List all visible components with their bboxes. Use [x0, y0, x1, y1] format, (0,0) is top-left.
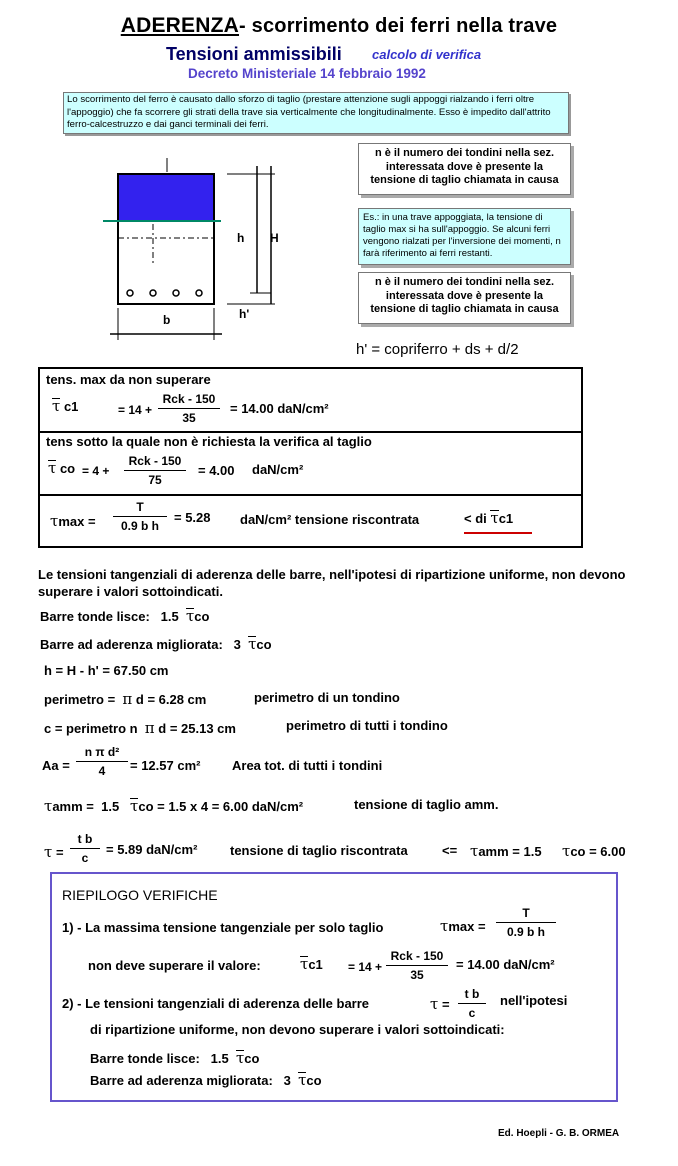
tau-amm: τamm = 1.5 [470, 842, 542, 860]
aa-result: = 12.57 cm² [130, 758, 201, 773]
recap-item2-eq: τ = [430, 995, 450, 1013]
h-calc: h = H - h' = 67.50 cm [44, 663, 169, 678]
aa-fraction: n π d² 4 [76, 745, 128, 778]
recap-item1-fraction: T 0.9 b h [496, 906, 556, 939]
hprime-formula: h' = copriferro + ds + d/2 [356, 341, 519, 358]
recap-item1b-const: = 14 + [348, 960, 383, 974]
row1-result: = 14.00 daN/cm² [230, 401, 329, 416]
row1-lhs: τ c1 [52, 397, 79, 415]
aa-note: Area tot. di tutti i tondini [232, 758, 383, 773]
tau-note: tensione di taglio riscontrata [230, 843, 408, 858]
tau-compare: <= [442, 843, 458, 858]
subtitle-note: calcolo di verifica [372, 47, 482, 62]
row2-unit: daN/cm² [252, 462, 304, 477]
aa-lhs: Aa = [42, 758, 70, 773]
row2-const: = 4 + [82, 464, 110, 478]
tau-symbol: τ [52, 397, 61, 415]
row2-result: = 4.00 [198, 463, 235, 478]
row3-text: daN/cm² tensione riscontrata [240, 512, 420, 527]
amm-line: τamm = 1.5 τco = 1.5 x 4 = 6.00 daN/cm² [44, 797, 304, 815]
recap-title: RIEPILOGO VERIFICHE [62, 887, 218, 903]
row2-title: tens sotto la quale non è richiesta la verifica al taglio [46, 434, 372, 449]
footer-credit: Ed. Hoepli - G. B. ORMEA [498, 1128, 620, 1139]
title-rest: - scorrimento dei ferri nella trave [239, 15, 558, 37]
tau-fraction: t b c [70, 832, 100, 865]
body-paragraph: Le tensioni tangenziali di aderenza delle barre, nell'ipotesi di ripartizione uniforme, non devono superare i valori sottoindicati. [38, 567, 626, 599]
smooth-bars: Barre tonde lisce: 1.5 τco [40, 607, 210, 625]
row1-const: = 14 + [118, 403, 153, 417]
recap-smooth: Barre tonde lisce: 1.5 τco [90, 1049, 260, 1067]
tau-final: τco = 6.00 [562, 842, 626, 860]
c-line: c = perimetro n π d = 25.13 cm [44, 719, 236, 737]
recap-item1b-lhs: τc1 [300, 955, 323, 973]
perimeter-note: perimetro di un tondino [254, 690, 400, 705]
row3-lhs: τmax = [50, 512, 96, 530]
recap-item2-tail: nell'ipotesi [500, 993, 568, 1008]
perimeter-line: perimetro = π d = 6.28 cm [44, 690, 207, 708]
recap-item1-lhs: τmax = [440, 917, 486, 935]
amm-note: tensione di taglio amm. [354, 797, 499, 812]
diagram-label-H: H [270, 231, 279, 245]
tau-lhs: τ = [44, 843, 64, 861]
row3-compare: < di τc1 [464, 510, 532, 534]
subtitle: Tensioni ammissibili [166, 44, 342, 64]
row1-fraction: Rck - 150 35 [158, 392, 220, 425]
c-note: perimetro di tutti i tondino [286, 718, 448, 733]
decree: Decreto Ministeriale 14 febbraio 1992 [188, 66, 426, 81]
diagram-label-hprime: h' [239, 307, 250, 321]
row1-title: tens. max da non superare [46, 372, 211, 387]
row3-result: = 5.28 [174, 510, 211, 525]
page-title [0, 14, 678, 38]
ribbed-bars: Barre ad aderenza migliorata: 3 τco [40, 635, 272, 653]
recap-item1b: non deve superare il valore: [88, 958, 261, 973]
recap-ribbed: Barre ad aderenza migliorata: 3 τco [90, 1071, 322, 1089]
recap-item1: 1) - La massima tensione tangenziale per solo taglio [62, 920, 384, 935]
row2-fraction: Rck - 150 75 [124, 454, 186, 487]
recap-item2b: di ripartizione uniforme, non devono superare i valori sottoindicati: [90, 1022, 505, 1037]
title-main: ADERENZA [120, 14, 240, 37]
beam-section-diagram [95, 158, 295, 348]
row3-fraction: T 0.9 b h [113, 500, 167, 533]
recap-item1b-fraction: Rck - 150 35 [386, 949, 448, 982]
example-note-box: Es.: in una trave appoggiata, la tensione di taglio max si ha sull'appoggio. Se alcuni ferri vengono rialzati per l'inversione dei momenti, n farà riferimento ai ferri restanti. [358, 208, 571, 265]
recap-item1b-result: = 14.00 daN/cm² [456, 957, 555, 972]
n-note-box: n è il numero dei tondini nella sez. interessata dove è presente la tensione di taglio chiamata in causa [358, 143, 571, 195]
row2-lhs: τ co [48, 459, 76, 477]
tau-result: = 5.89 daN/cm² [106, 842, 198, 857]
recap-item2: 2) - Le tensioni tangenziali di aderenza delle barre [62, 996, 370, 1011]
diagram-label-h: h [237, 231, 245, 245]
recap-item2-fraction: t b c [458, 987, 486, 1020]
n-note-box-2: n è il numero dei tondini nella sez. interessata dove è presente la tensione di taglio chiamata in causa [358, 272, 571, 324]
intro-note: Lo scorrimento del ferro è causato dallo sforzo di taglio (prestare attenzione sugli appoggi rialzando i ferri oltre l'appoggio) che fa scorrere gli strati della trave sia verticalmente che longitudinalmente. Esso è impedito dall'attrito ferro-calcestruzzo e dai ganci terminali dei ferri. [63, 92, 569, 134]
diagram-label-b: b [163, 313, 171, 327]
